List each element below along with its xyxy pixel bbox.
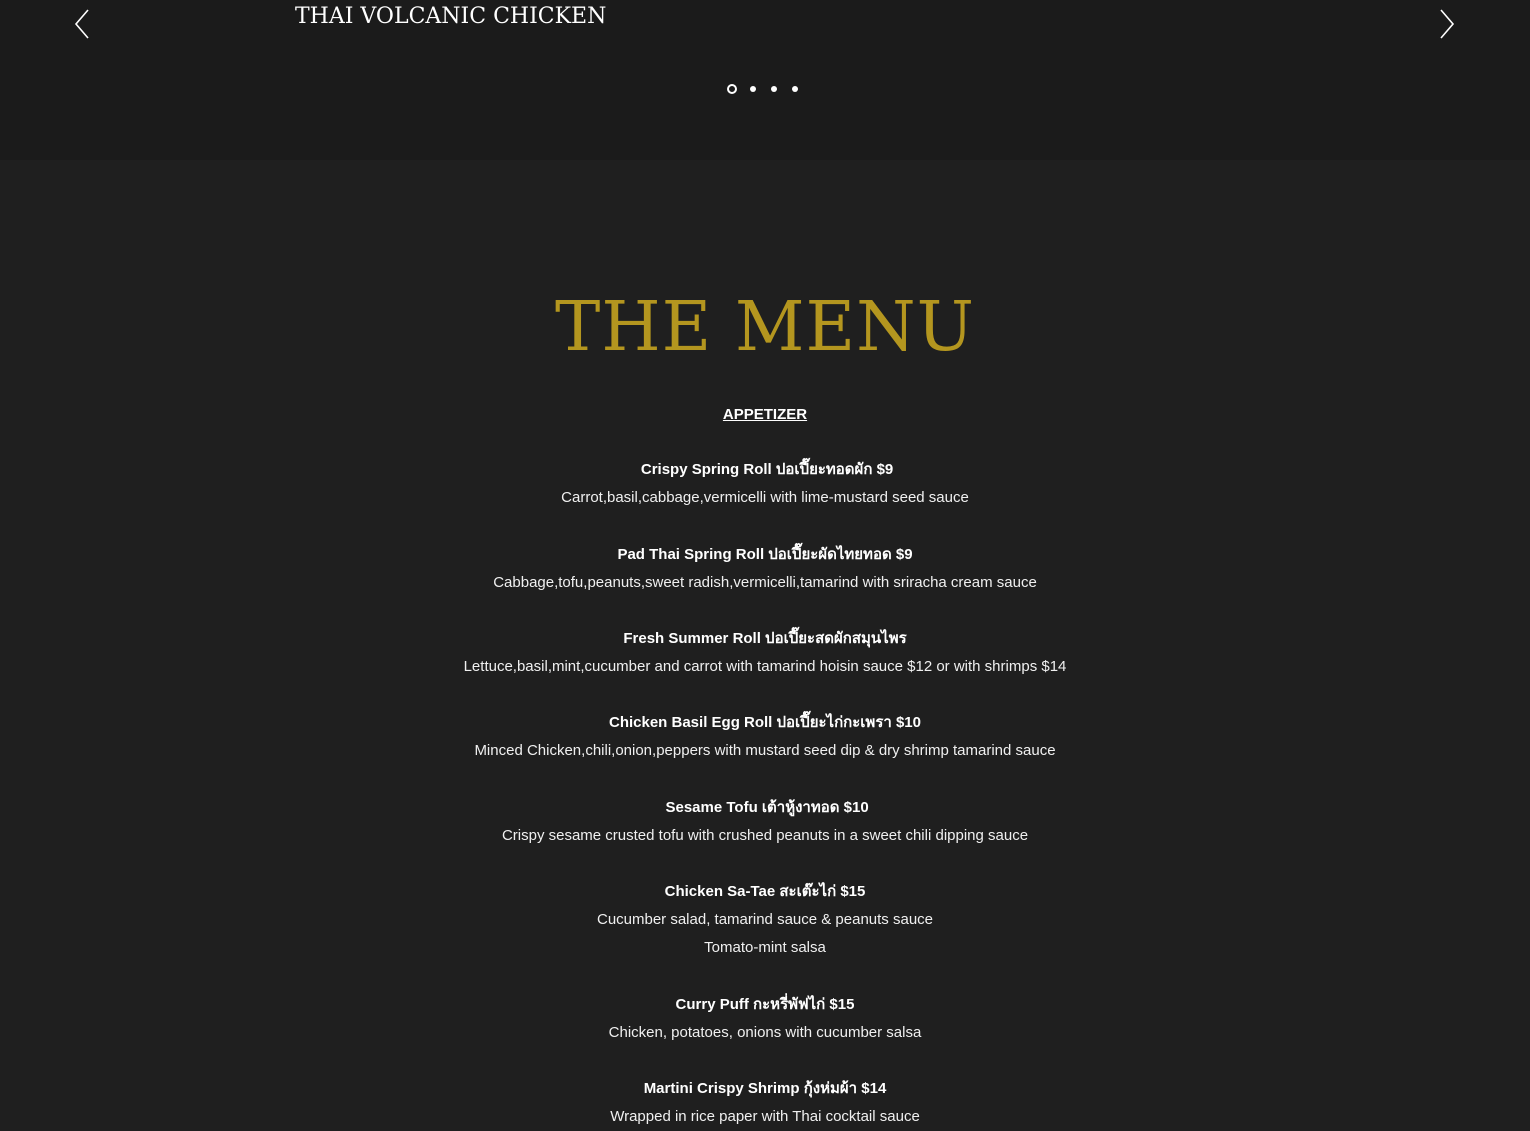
slide-title: THAI VOLCANIC CHICKEN	[295, 4, 607, 29]
menu-item	[0, 794, 1530, 850]
menu-item	[0, 625, 1530, 681]
menu-item-description: Cabbage,tofu,peanuts,sweet radish,vermicelli,tamarind with sriracha cream sauce	[493, 574, 1037, 591]
menu-item-name: ⁣Pad Thai Spring Roll ปอเปี๊ยะผัดไทยทอด $9	[617, 546, 913, 563]
menu-item-description: Wrapped in rice paper with Thai cocktail sauce	[610, 1108, 920, 1125]
menu-item-description: Cucumber salad, tamarind sauce & peanuts sauce	[596, 911, 934, 928]
menu-item	[0, 709, 1530, 765]
hero-slider	[0, 0, 1530, 160]
menu-item-description: Crispy sesame crusted tofu with crushed peanuts in a sweet chili dipping sauce	[501, 827, 1029, 844]
slide-pagination	[727, 84, 813, 94]
menu-item-name: ⁣ Crispy Spring Roll ปอเปี๊ยะทอดผัก $9	[636, 461, 894, 478]
slide-dot-1[interactable]	[727, 84, 737, 94]
menu-item-description: Carrot,basil,cabbage,vermicelli with lime-mustard seed sauce	[561, 489, 969, 506]
slide-dot-3[interactable]	[771, 86, 777, 92]
menu-item	[0, 456, 1530, 512]
menu-item-name: Chicken Basil Egg Roll ปอเปี๊ยะไก่กะเพรา $10	[608, 714, 921, 731]
menu-item	[0, 1075, 1530, 1131]
appetizer-heading: APPETIZER	[722, 406, 808, 423]
slide-dot-2[interactable]	[750, 86, 756, 92]
menu-item-name: Chicken Sa-Tae สะเต๊ะไก่ $15	[664, 883, 866, 900]
menu-item-description: Tomato-mint salsa	[704, 939, 826, 956]
menu-item	[0, 541, 1530, 597]
menu-item-name: ⁣Fresh Summer Roll ปอเปี๊ยะสดผักสมุนไพร	[623, 630, 907, 647]
next-slide-arrow-icon[interactable]	[1435, 6, 1459, 42]
menu-item-name: Curry Puff กะหรี่พัฟไก่ $15	[675, 996, 855, 1013]
slide-dot-4[interactable]	[792, 86, 798, 92]
menu-section	[0, 160, 1530, 1131]
menu-item	[0, 878, 1530, 962]
menu-item	[0, 991, 1530, 1047]
previous-slide-arrow-icon[interactable]	[70, 6, 94, 42]
menu-item-description: Lettuce,basil,mint,cucumber and carrot with tamarind hoisin sauce $12 or with shrimps $14	[463, 658, 1067, 675]
menu-item-description: Chicken, potatoes, onions with cucumber salsa	[608, 1024, 922, 1041]
menu-item-description: Minced Chicken,chili,onion,peppers with mustard seed dip & dry shrimp tamarind sauce	[474, 742, 1056, 759]
menu-item-name: ⁣ Sesame Tofu เต้าหู้งาทอด $10	[661, 799, 869, 816]
menu-title: THE MENU	[555, 288, 975, 367]
menu-item-name: Martini Crispy Shrimp กุ้งห่มผ้า $14	[643, 1080, 887, 1097]
